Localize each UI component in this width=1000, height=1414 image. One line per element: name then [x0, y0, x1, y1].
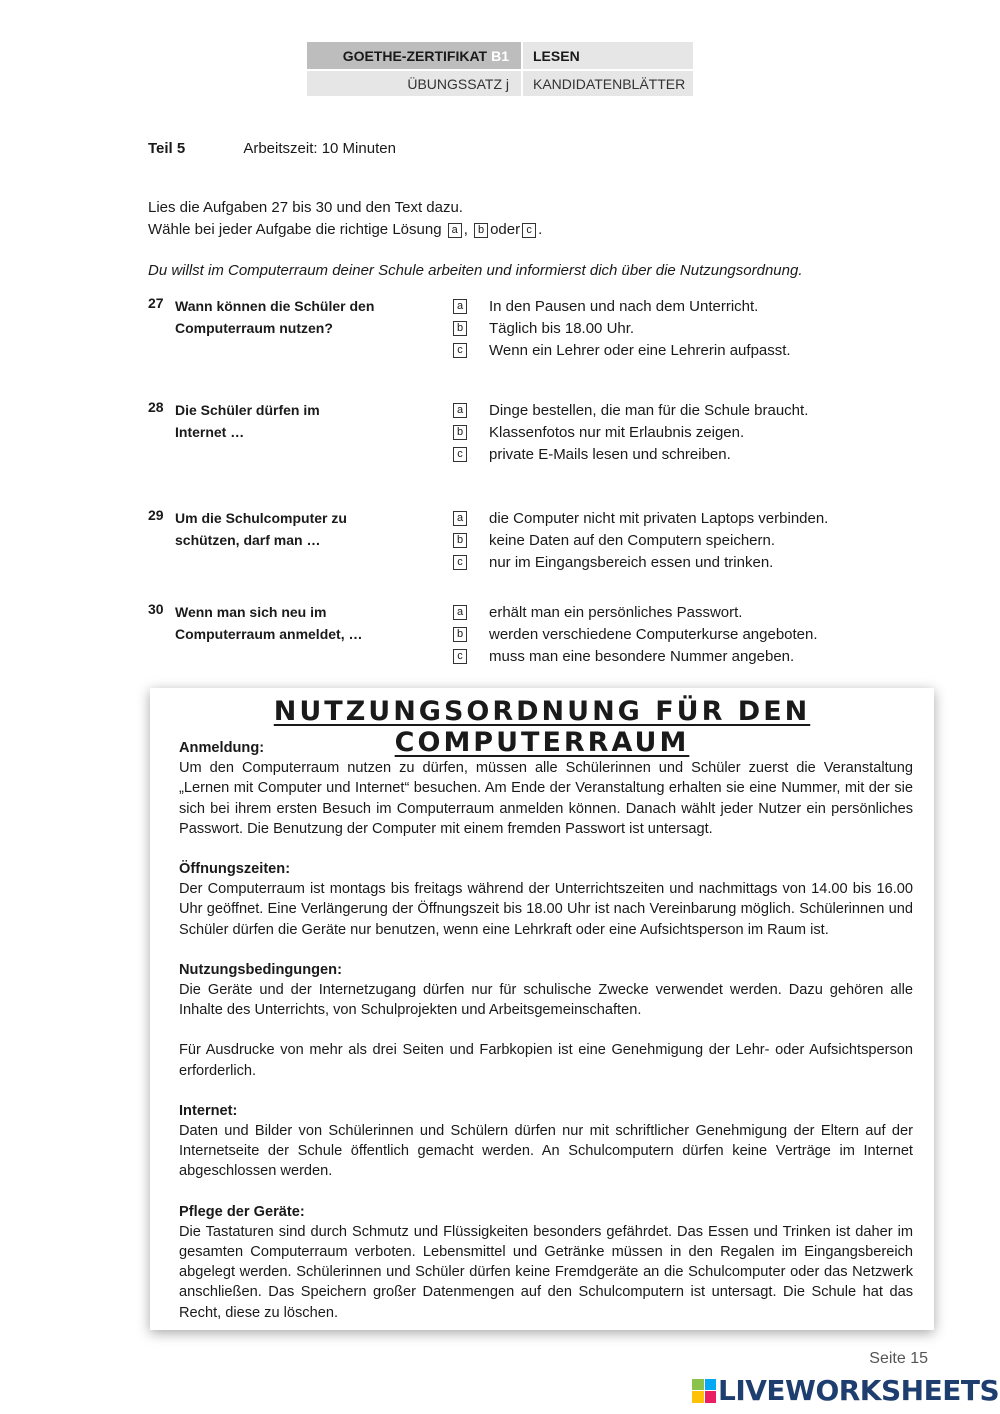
exam-header: [307, 42, 693, 96]
situation-text: Du willst im Computerraum deiner Schule arbeiten und informierst dich über die Nutzungsordnung.: [148, 262, 803, 279]
sheet-type: KANDIDATENBLÄTTER: [533, 75, 686, 92]
option-text: Klassenfotos nur mit Erlaubnis zeigen.: [489, 423, 745, 441]
question-line: Um die Schulcomputer zu: [175, 510, 347, 526]
reading-text-body: [179, 738, 913, 1323]
section-body-printing: Für Ausdrucke von mehr als drei Seiten und Farbkopien ist eine Genehmigung der Lehr- oder Aufsichtsperson erforderlich.: [179, 1042, 913, 1079]
answer-options: [453, 601, 818, 667]
checkbox-c[interactable]: c: [453, 447, 467, 462]
exam-level: B1: [491, 47, 509, 64]
or-word: oder: [490, 221, 521, 238]
option-text: Täglich bis 18.00 Uhr.: [489, 319, 635, 337]
option-c[interactable]: [453, 551, 828, 573]
option-text: private E-Mails lesen und schreiben.: [489, 445, 731, 463]
instruction-line-1: Lies die Aufgaben 27 bis 30 und den Text dazu.: [148, 199, 463, 216]
option-a[interactable]: [453, 507, 828, 529]
answer-box-b-icon: b: [474, 223, 488, 238]
question-line: Computerraum anmeldet, …: [175, 626, 363, 642]
section-body-registration: Um den Computerraum nutzen zu dürfen, müssen alle Schülerinnen und Schüler zuerst die Veranstaltung „Lernen mit Computer und Internet“ besuchen. Am Ende der Veranstaltung erhalten sie eine Nummer, mit der sie sich bei ihrem ersten Besuch im Computerraum anmelden können. Danach wählt jeder Nutzer ein persönliches Passwort. Die Benutzung der Computer mit einem fremden Passwort ist untersagt.: [179, 760, 913, 837]
period: .: [538, 221, 543, 238]
answer-options: [453, 507, 828, 573]
option-text: die Computer nicht mit privaten Laptops verbinden.: [489, 509, 829, 527]
question-line: Internet …: [175, 424, 245, 440]
section-heading-opening-hours: Öffnungszeiten:: [179, 861, 291, 878]
section-body-usage-conditions: Die Geräte und der Internetzugang dürfen nur für schulische Zwecke verwendet werden. Dazu gehören alle Inhalte des Unterrichts, von Schulprojekten und Arbeitsgemeinschaften.: [179, 982, 913, 1019]
checkbox-a[interactable]: a: [453, 403, 467, 418]
option-text: Dinge bestellen, die man für die Schule braucht.: [489, 401, 809, 419]
option-text: Wenn ein Lehrer oder eine Lehrerin aufpasst.: [489, 341, 791, 359]
brand-name: LIVEWORKSHEETS: [718, 1374, 1000, 1407]
checkbox-c[interactable]: c: [453, 555, 467, 570]
option-b[interactable]: [453, 623, 818, 645]
instruction-text: Wähle bei jeder Aufgabe die richtige Lösung: [148, 221, 442, 238]
question-line: Wann können die Schüler den: [175, 298, 375, 314]
module-name: LESEN: [533, 47, 580, 64]
page-number: Seite 15: [869, 1350, 928, 1367]
checkbox-b[interactable]: b: [453, 321, 467, 336]
reading-text-sheet: [150, 688, 934, 1330]
sheet-cell: [521, 69, 693, 96]
section-heading: [148, 140, 396, 157]
answer-box-c-icon: c: [522, 223, 536, 238]
section-heading-device-care: Pflege der Geräte:: [179, 1203, 305, 1220]
exam-name-cell: [307, 42, 521, 69]
section-body-device-care: Die Tastaturen sind durch Schmutz und Flüssigkeiten besonders gefährdet. Das Essen und Trinken ist daher im gesamten Computerraum verboten. Lebensmittel und Getränke müssen in den Regalen im Eingangsbereich abgelegt werden. Schülerinnen und Schüler dürfen keine Fremdgeräte an die Schulcomputer oder das Netzwerk anschließen. Das Speichern großer Datenmengen auf den Schulcomputern ist untersagt. Die Schule hat das Recht, diese zu löschen.: [179, 1223, 913, 1321]
option-b[interactable]: [453, 529, 828, 551]
checkbox-a[interactable]: a: [453, 299, 467, 314]
section-heading-internet: Internet:: [179, 1102, 238, 1119]
question-line: Die Schüler dürfen im: [175, 402, 320, 418]
checkbox-a[interactable]: a: [453, 605, 467, 620]
section-body-opening-hours: Der Computerraum ist montags bis freitags während der Unterrichtszeiten und nachmittags von 14.00 bis 16.00 Uhr geöffnet. Eine Verlängerung der Öffnungszeit bis 18.00 Uhr ist nach Vereinbarung möglich. Schülerinnen und Schüler dürfen die Geräte nur benutzen, wenn eine Lehrkraft oder eine Aufsichtsperson im Raum ist.: [179, 881, 913, 938]
task-number: 28: [148, 399, 164, 415]
question-line: schützen, darf man …: [175, 532, 321, 548]
comma: ,: [463, 221, 468, 238]
section-label: Teil 5: [148, 140, 186, 157]
checkbox-b[interactable]: b: [453, 425, 467, 440]
task-question: [175, 399, 425, 443]
option-a[interactable]: [453, 399, 808, 421]
option-text: werden verschiedene Computerkurse angeboten.: [489, 625, 818, 643]
checkbox-c[interactable]: c: [453, 649, 467, 664]
task-number: 27: [148, 295, 164, 311]
answer-box-a-icon: a: [448, 223, 462, 238]
task-number: 29: [148, 507, 164, 523]
option-text: nur im Eingangsbereich essen und trinken.: [489, 553, 774, 571]
option-a[interactable]: [453, 295, 791, 317]
instructions: [148, 197, 542, 241]
task-question: [175, 295, 425, 339]
instruction-line-2: [148, 219, 542, 241]
section-heading-registration: Anmeldung:: [179, 740, 265, 756]
option-text: keine Daten auf den Computern speichern.: [489, 531, 776, 549]
practice-set: ÜBUNGSSATZ j: [407, 75, 509, 92]
exam-name: GOETHE-ZERTIFIKAT: [342, 47, 488, 64]
option-b[interactable]: [453, 317, 791, 339]
question-line: Wenn man sich neu im: [175, 604, 327, 620]
option-text: muss man eine besondere Nummer angeben.: [489, 647, 795, 665]
checkbox-c[interactable]: c: [453, 343, 467, 358]
checkbox-b[interactable]: b: [453, 627, 467, 642]
module-cell: [521, 42, 693, 69]
section-body-internet: Daten und Bilder von Schülerinnen und Schülern dürfen nur mit schriftlicher Genehmigung der Eltern auf der Internetseite der Schule öffentlich gemacht werden. An Schulcomputern dürfen keine Verträge im Internet abgeschlossen werden.: [179, 1123, 913, 1180]
task-number: 30: [148, 601, 164, 617]
liveworksheets-logo-icon: [692, 1379, 716, 1403]
option-a[interactable]: [453, 601, 818, 623]
option-text: erhält man ein persönliches Passwort.: [489, 603, 743, 621]
option-c[interactable]: [453, 339, 791, 361]
work-time: Arbeitszeit: 10 Minuten: [243, 140, 396, 157]
answer-options: [453, 399, 808, 465]
section-heading-usage-conditions: Nutzungsbedingungen:: [179, 961, 342, 978]
set-cell: [307, 69, 521, 96]
task-question: [175, 507, 425, 551]
checkbox-a[interactable]: a: [453, 511, 467, 526]
option-c[interactable]: [453, 645, 818, 667]
question-line: Computerraum nutzen?: [175, 320, 333, 336]
liveworksheets-brand[interactable]: [692, 1374, 999, 1407]
option-text: In den Pausen und nach dem Unterricht.: [489, 297, 759, 315]
answer-options: [453, 295, 791, 361]
option-c[interactable]: [453, 443, 808, 465]
task-question: [175, 601, 425, 645]
reading-text-title: NUTZUNGSORDNUNG FÜR DEN COMPUTERRAUM: [273, 696, 811, 758]
option-b[interactable]: [453, 421, 808, 443]
checkbox-b[interactable]: b: [453, 533, 467, 548]
